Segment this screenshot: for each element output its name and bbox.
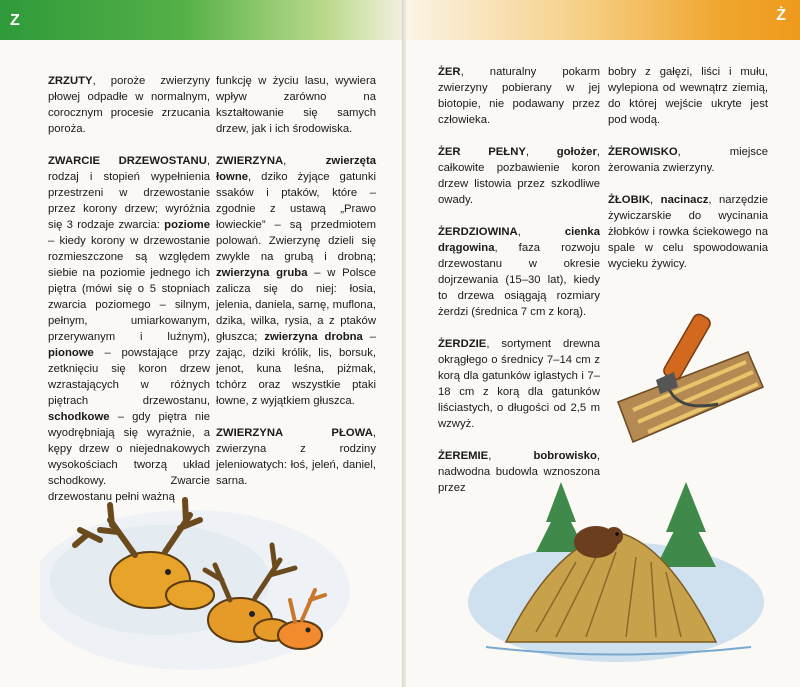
left-header-band: [0, 0, 404, 40]
beaver-lodge-illustration: [466, 462, 766, 672]
entry-keyword: zwierzyna drobna: [264, 331, 363, 343]
right-header-band: [406, 0, 800, 40]
entry-term: ZRZUTY: [48, 75, 93, 87]
entry-text: ,: [650, 194, 661, 206]
entry-text: , naturalny pokarm zwierzyny pobierany w jej biotopie, nie podawany przez człowieka.: [438, 66, 600, 126]
entry-text: ,: [488, 450, 534, 462]
entry-zlobik: [608, 192, 768, 272]
entry-text: – zając, dziki królik, lis, borsuk, jenot, kuna leśna, piżmak, tchórz oraz wszystkie ptaki łowne, z wyjątkiem głuszca.: [216, 331, 376, 407]
entry-term: ZWARCIE DRZEWOSTANU: [48, 155, 207, 167]
entry-text: , rodzaj i stopień wypełnienia przestrzeni w drzewostanie przez korony drzew; wyróżnia się 3 rodzaje zwarcia:: [48, 155, 210, 231]
entry-keyword: zwierzęta łowne: [216, 155, 376, 183]
left-header-letter: Z: [10, 12, 20, 29]
entry-zer-pelny: [438, 144, 600, 208]
entry-text: ,: [525, 146, 557, 158]
entry-text: – w Polsce zalicza się do niej: łosia, jelenia, daniela, sarnę, muflona, dzika, wilka, rysia, a z ptaków głuszca;: [216, 267, 377, 343]
entry-keyword: cienka drągowina: [438, 226, 600, 254]
entry-keyword: nacinacz: [660, 194, 709, 206]
entry-text: , narzędzie żywiczarskie do wycinania żłobków i rowka ściekowego na spale w celu spowodowania wycieku żywicy.: [608, 194, 769, 270]
entry-keyword: zwierzyna gruba: [216, 267, 308, 279]
entry-text: , nadwodna budowla wznoszona przez: [438, 450, 600, 494]
resin-tapping-tool-icon: [608, 292, 768, 452]
entry-text: , miejsce żerowania zwierzyny.: [608, 146, 768, 174]
right-column-1: [438, 64, 600, 512]
entry-continued: funkcję w życiu lasu, wywiera wpływ zarówno na kształtowanie się samych drzew, jak i ich środowiska.: [216, 75, 376, 135]
right-header-letter: Ż: [776, 7, 786, 24]
entry-text: , zwierzyna z rodziny jeleniowatych: łoś, jeleń, daniel, sarna.: [216, 427, 376, 487]
entry-zerowisko: [608, 144, 768, 176]
entry-keyword: pionowe: [48, 347, 94, 359]
entry-text: ,: [517, 226, 565, 238]
entry-text: – gdy piętra nie wyodrębniają się wyraźnie, a kępy drzew o niejednakowych wysokościach tworzą układ schodkowy. Zwarcie drzewostanu pełni ważną: [48, 411, 210, 503]
resin-tool-illustration: [608, 292, 768, 452]
entry-zerdzie: [438, 336, 600, 432]
entry-zwarcie-drzewostanu: [48, 153, 210, 505]
entry-text: , sortyment drewna okrągłego o średnicy 7–14 cm z korą dla gatunków iglastych i 7–18 cm z korą dla gatunków liściastych, o długości od 2,5 m wzwyż.: [438, 338, 600, 430]
entry-zerdziowina: [438, 224, 600, 320]
entry-term: ŻER: [438, 66, 461, 78]
entry-text: , całkowite pozbawienie koron drzew listowia przez szkodliwe owady.: [438, 146, 600, 206]
entry-text: – powstające przy zetknięciu się koron drzew wzrastających w różnych piętrach drzewostanu,: [48, 347, 210, 407]
entry-text: ,: [283, 155, 326, 167]
deer-herd-illustration: [40, 470, 380, 680]
entry-text: – kiedy korony w drzewostanie rozmieszczone są względem siebie na poziomie jednego ich piętra (mówi się o 5 stopniach zwarcia poziomego – silnym, pełnym, umiarkowanym, przerywanym i luźnym),: [48, 235, 210, 343]
entry-text: , poroże zwierzyny płowej odpadłe w normalnym, corocznym procesie zrzucania poroża.: [48, 75, 210, 135]
left-column-1: [48, 73, 210, 521]
entry-term: ZWIERZYNA PŁOWA: [216, 427, 373, 439]
entry-term: ŻEREMIE: [438, 450, 489, 462]
entry-zer: [438, 64, 600, 128]
beaver-lodge-icon: [466, 462, 766, 672]
deer-herd-cartoon-icon: [40, 470, 380, 680]
entry-term: ŻEROWISKO: [608, 146, 678, 158]
entry-term: ŻŁOBIK: [608, 194, 651, 206]
entry-term: ŻERDZIOWINA: [438, 226, 518, 238]
entry-keyword: bobrowisko: [533, 450, 597, 462]
entry-term: ŻERDZIE: [438, 338, 487, 350]
entry-zwierzyna: [216, 153, 376, 409]
entry-text: , dziko żyjące gatunki ssaków i ptaków, które – zgodnie z ustawą „Prawo łowieckie” – są przedmiotem polowań. Zwierzynę dzieli się zwykle na grubą i drobną;: [216, 171, 376, 263]
right-column-2: [608, 64, 768, 288]
entry-zrzuty: [48, 73, 210, 137]
entry-text: , faza rozwoju drzewostanu w okresie dojrzewania (15–30 lat), kiedy to drzewa osiągają rozmiary żerdzi (średnica 7 cm z korą).: [438, 242, 600, 318]
entry-keyword: poziome: [164, 219, 210, 231]
entry-continued: bobry z gałęzi, liści i mułu, wylepiona od wewnątrz ziemią, do której wejście ukryte jest pod wodą.: [608, 66, 768, 126]
entry-keyword: schodkowe: [48, 411, 110, 423]
entry-keyword: gołożer: [556, 146, 597, 158]
entry-term: ŻER PEŁNY: [438, 146, 526, 158]
entry-term: ZWIERZYNA: [216, 155, 284, 167]
left-column-2: [216, 73, 376, 505]
